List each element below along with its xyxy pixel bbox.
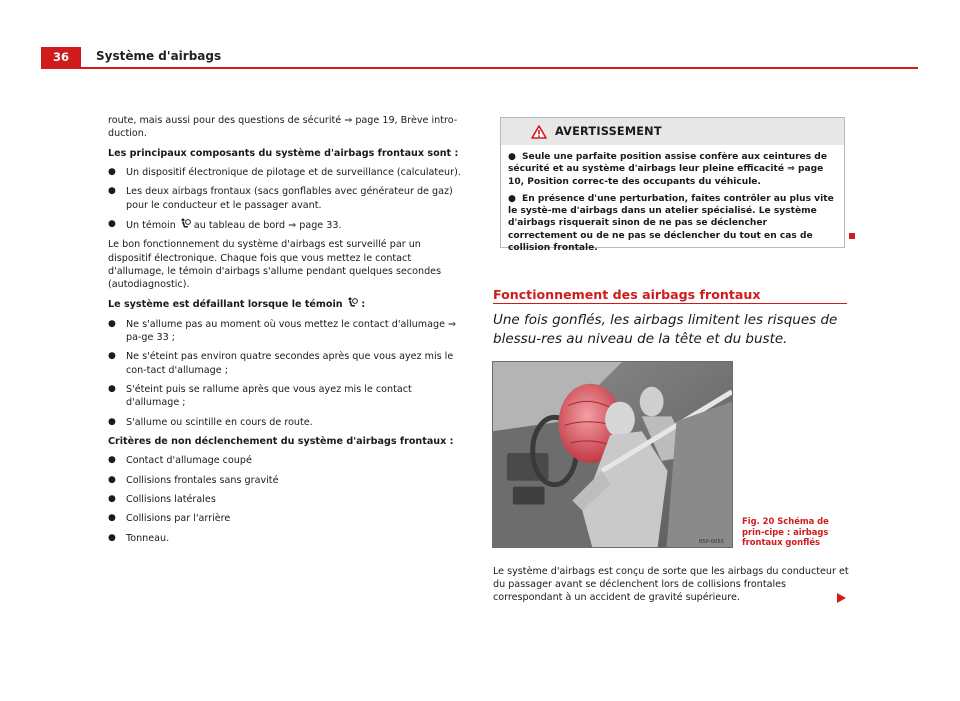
bullet-icon: ● [108,186,116,197]
list-item: ● Collisions frontales sans gravité [108,474,279,486]
continue-arrow-icon [837,593,846,603]
warning-header [501,118,844,145]
list-item: ● Un dispositif électronique de pilotage et de surveillance (calculateur). [108,166,461,178]
bullet-icon: ● [108,513,116,524]
components-heading: Les principaux composants du système d'airbags frontaux sont : [108,147,459,159]
bullet-icon: ● [108,532,116,543]
section-rule [493,303,847,304]
warning-title: AVERTISSEMENT [555,125,662,138]
bullet-icon: ● [108,166,116,177]
list-item: ● Collisions latérales [108,494,216,506]
bullet-icon: ● [108,218,116,229]
bullet-icon: ● [108,383,116,394]
running-title: Système d'airbags [96,49,222,63]
list-item: ● Ne s'allume pas au moment où vous mettez le contact d'allumage ⇒ pa-ge 33 ; [108,318,457,343]
intro-paragraph: route, mais aussi pour des questions de sécurité ⇒ page 19, Brève intro-duction. [108,115,458,140]
page-number: 36 [41,47,81,67]
monitoring-paragraph: Le bon fonctionnement du système d'airbags est surveillé par un dispositif électronique. Chaque fois que vous mettez le contact d'allumage, le témoin d'airbags s'allume pendant quelques secondes (autodiagnostic). [108,239,442,290]
section-title: Fonctionnement des airbags frontaux [493,287,761,302]
list-item: ● Un témoin au tableau de bord ⇒ page 33. [108,218,342,231]
section-paragraph: Le système d'airbags est conçu de sorte que les airbags du conducteur et du passager avant se déclenchent lors de collisions frontales correspondant à un accident de gravité supérieure. [493,566,849,604]
warning-box [500,117,845,254]
warning-triangle-icon [531,125,547,139]
bullet-icon: ● [108,416,116,427]
bullet-icon: ● [508,193,516,204]
warning-item: ● En présence d'une perturbation, faites contrôler au plus vite le systè-me d'airbags dans un atelier spécialisé. Le système d'airbags risquerait sinon de ne pas se déclencher correctement ou de ne pas se déclencher du tout en cas de collision frontale. [508,193,834,254]
airbag-lamp-icon [346,297,358,308]
list-item: ● Ne s'éteint pas environ quatre secondes après que vous ayez mis le con-tact d'allumage ; [108,351,454,376]
header-rule [41,67,918,69]
criteria-heading: Critères de non déclenchement du système d'airbags frontaux : [108,435,454,447]
left-column [108,114,464,551]
airbag-lamp-icon [179,218,191,229]
list-item: ● Contact d'allumage coupé [108,455,252,467]
bullet-icon: ● [108,351,116,362]
list-item: ● S'allume ou scintille en cours de route. [108,416,313,428]
figure-caption: Fig. 20 Schéma de prin-cipe : airbags frontaux gonflés [742,516,829,548]
section-intro: Une fois gonflés, les airbags limitent les risques de blessu-res au niveau de la tête et du buste. [493,312,838,347]
bullet-icon: ● [108,455,116,466]
list-item: ● Tonneau. [108,532,170,544]
bullet-icon: ● [108,494,116,505]
fault-heading: Le système est défaillant lorsque le témoin : [108,299,366,311]
list-item: ● Collisions par l'arrière [108,513,231,525]
figure-airbags-illustration [492,361,733,548]
bullet-icon: ● [108,474,116,485]
bullet-icon: ● [108,318,116,329]
airbag-diagram [493,362,732,547]
figure-code: B5P-0055 [699,539,724,545]
list-item: ● Les deux airbags frontaux (sacs gonflables avec générateur de gaz) pour le conducteur et le passager avant. [108,186,453,211]
warning-item: ● Seule une parfaite position assise confère aux ceintures de sécurité et au système d'airbags leur pleine efficacité ⇒ page 10, Position correc-te des occupants du véhicule. [508,152,827,187]
list-item: ● S'éteint puis se rallume après que vous ayez mis le contact d'allumage ; [108,383,412,409]
end-of-section-marker [849,233,855,239]
warning-body [501,145,844,254]
bullet-icon: ● [508,152,516,162]
